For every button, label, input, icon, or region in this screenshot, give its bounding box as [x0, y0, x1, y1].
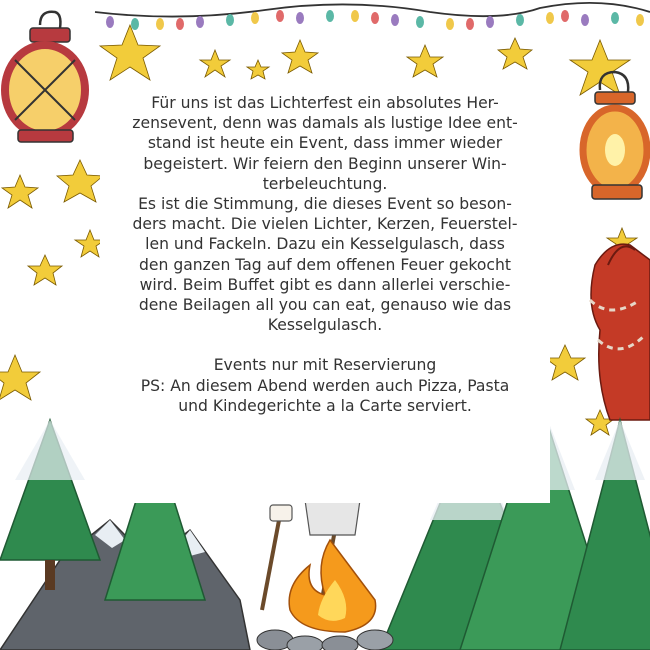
text-line: begeistert. Wir feiern den Beginn unserer Win-: [143, 154, 507, 173]
text-line: Kesselgulasch.: [267, 316, 383, 335]
text-line: PS: An diesem Abend werden auch Pizza, Pasta: [140, 376, 510, 395]
text-line: Es ist die Stimmung, die dieses Event so beson-: [138, 195, 512, 214]
text-line: len und Fackeln. Dazu ein Kesselgulasch, dass: [145, 235, 505, 254]
spacer: [106, 335, 544, 355]
text-line: Events nur mit Reservierung: [213, 356, 437, 375]
text-line: ders macht. Die vielen Lichter, Kerzen, Feuerstel-: [132, 215, 518, 234]
string-lights-icon: [95, 3, 650, 30]
lantern-icon: [5, 12, 85, 142]
text-line: den ganzen Tag auf dem offenen Feuer gekocht: [139, 255, 511, 274]
campfire-icon: [257, 540, 393, 650]
text-line: Für uns ist das Lichterfest ein absolutes Her-: [151, 94, 499, 112]
text-line: zensevent, denn was damals als lustige Idee ent-: [132, 114, 518, 133]
paragraph-intro: [106, 93, 544, 194]
text-line: wird. Beim Buffet gibt es dann allerlei verschie-: [139, 275, 511, 294]
text-card: [100, 85, 550, 503]
text-line: und Kindegerichte a la Carte serviert.: [178, 396, 472, 415]
dog-icon: [590, 244, 650, 420]
paragraph-reservation: [106, 355, 544, 416]
text-line: dene Beilagen all you can eat, genauso wie das: [138, 296, 512, 315]
text-line: terbeleuchtung.: [262, 174, 388, 193]
text-line: stand ist heute ein Event, dass immer wieder: [147, 134, 503, 153]
paragraph-atmosphere: [106, 194, 544, 335]
